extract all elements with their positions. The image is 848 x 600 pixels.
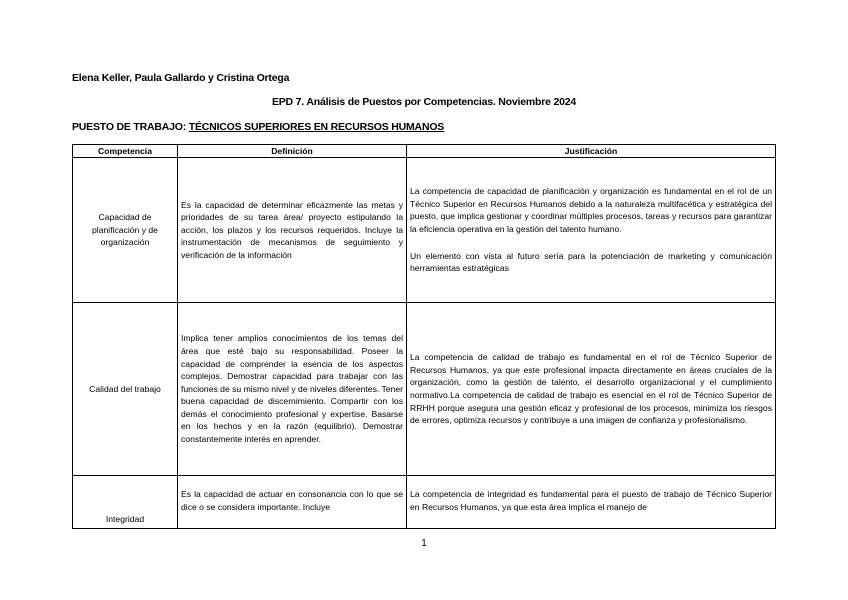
competency-table	[72, 144, 776, 529]
cell-definicion: Es la capacidad de determinar eficazmente las metas y prioridades de su tarea área/ proyecto estipulando la acción, los plazos y los recursos requeridos. Incluye la instrumentación de mecanismos de seguimiento y verificación de la información	[178, 158, 407, 303]
cell-justificacion	[407, 303, 776, 476]
cell-competencia: Capacidad de planificación y de organización	[73, 158, 178, 303]
header-justificacion: Justificación	[407, 145, 776, 158]
cell-competencia: Calidad del trabajo	[73, 303, 178, 476]
page-number: 1	[421, 538, 427, 549]
job-heading	[72, 121, 444, 133]
document-title: EPD 7. Análisis de Puestos por Competencias. Noviembre 2024	[271, 96, 577, 108]
cell-competencia: Integridad	[73, 476, 178, 529]
job-label: PUESTO DE TRABAJO:	[72, 121, 189, 133]
job-name: TÉCNICOS SUPERIORES EN RECURSOS HUMANOS	[188, 121, 445, 133]
table-row	[73, 158, 776, 303]
table-row	[73, 303, 776, 476]
cell-definicion: Implica tener amplios conocimientos de los temas del área que esté bajo su responsabilidad. Poseer la capacidad de comprender la esencia de los aspectos complejos. Demostrar capacidad para trabajar con las funciones de su mismo nivel y de niveles diferentes. Tener buena capacidad de discernimiento. Compartir con los demás el conocimiento profesional y expertise. Basarse en los hechos y en la razón (equilibrio). Demostrar constantemente interés en aprender.	[178, 303, 407, 476]
authors-line: Elena Keller, Paula Gallardo y Cristina Ortega	[72, 72, 290, 84]
cell-justificacion	[407, 158, 776, 303]
header-competencia: Competencia	[73, 145, 178, 158]
header-definicion: Definición	[178, 145, 407, 158]
cell-definicion	[178, 476, 407, 529]
justificacion-paragraph: La competencia de calidad de trabajo es fundamental en el rol de Técnico Superior de Recursos Humanos, ya que este profesional impacta directamente en áreas cruciales de la organización, como la gestión de talento, el desarrollo organizacional y el cumplimiento normativo.La competencia de calidad de trabajo es esencial en el rol de Técnico Superior de RRHH porque asegura una gestión eficaz y profesional de los procesos, minimiza los riesgos de errores, optimiza recursos y contribuye a una imagen de confianza y profesionalismo.	[410, 352, 772, 426]
table-row	[73, 476, 776, 529]
table-header-row	[73, 145, 776, 158]
justificacion-paragraph: La competencia de integridad es fundamental para el puesto de trabajo de Técnico Superior en Recursos Humanos, ya que esta área implica el manejo de	[410, 489, 772, 512]
justificacion-paragraph: Un elemento con vista al futuro sería para la potenciación de marketing y comunicación herramientas estratégicas	[410, 250, 772, 274]
cell-justificacion	[407, 476, 776, 529]
definicion-text: Es la capacidad de actuar en consonancia con lo que se dice o se considera importante. Incluye	[181, 489, 403, 512]
justificacion-paragraph: La competencia de capacidad de planificación y organización es fundamental en el rol de un Técnico Superior en Recursos Humanos debido a la naturaleza multifacética y estratégica del puesto, que implica gestionar y coordinar múltiples procesos, tareas y recursos para garantizar la eficiencia operativa en la gestión del talento humano.	[410, 186, 772, 234]
